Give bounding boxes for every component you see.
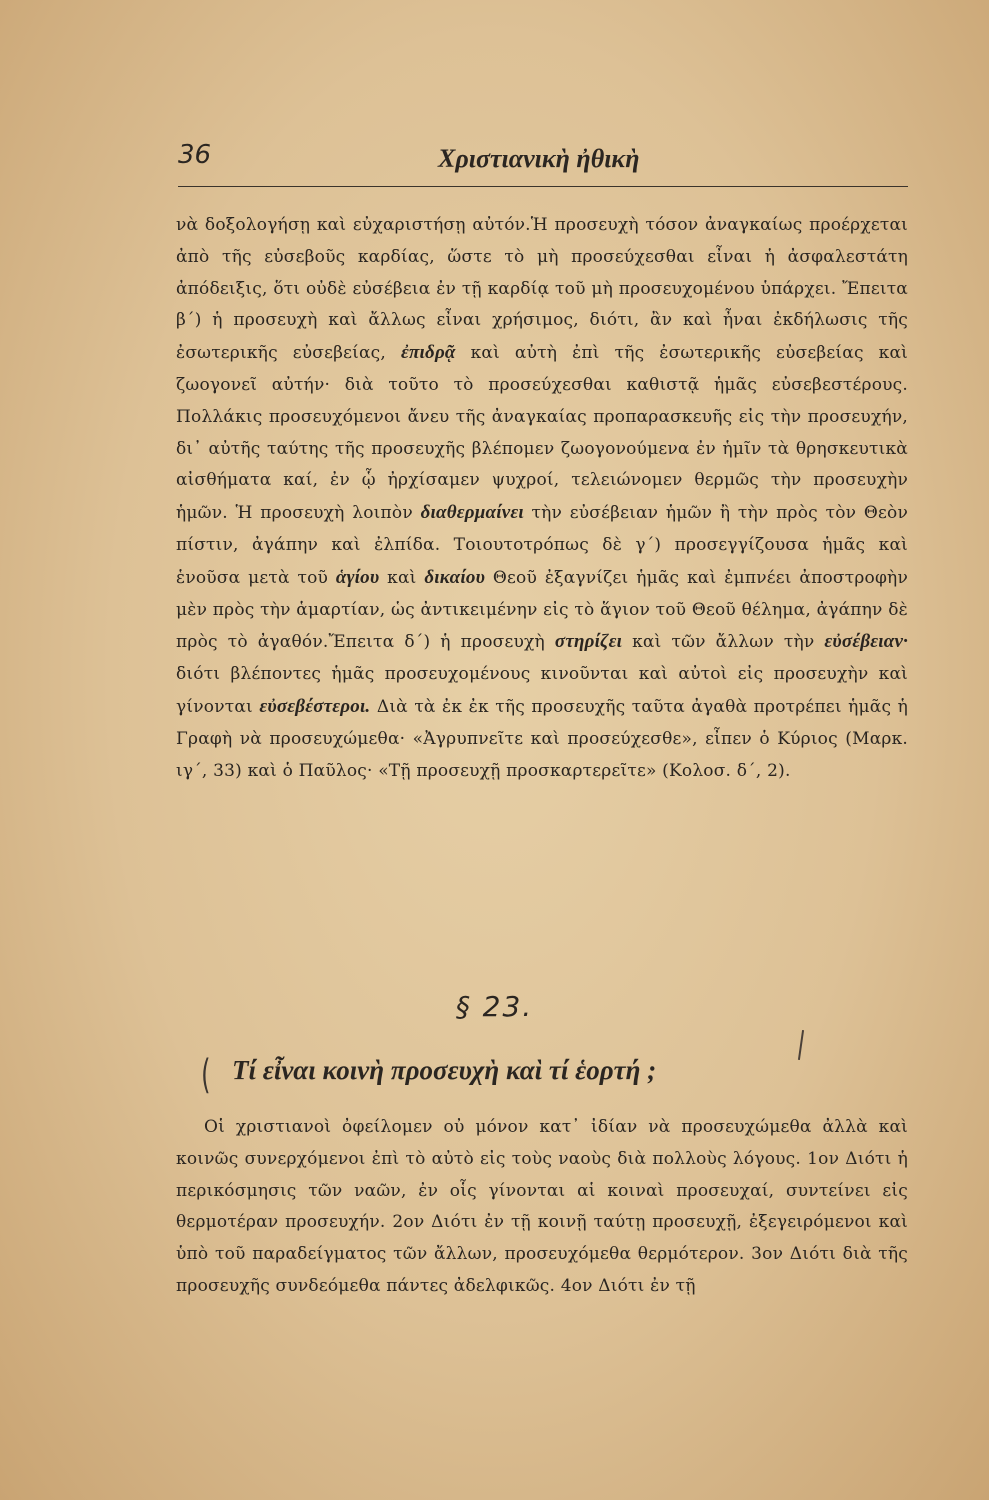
- text-run: Διὰ τὰ ἐκ ἐκ τῆς προσευχῆς ταῦτα ἀγαθὰ προτρέπει ἡμᾶς ἡ Γραφὴ νὰ προσευχώμεθα· «Ἀγρυπνεῖτε καὶ προσεύχεσθε», εἶπεν ὁ Κύριος (Μαρκ. ιγ΄, 33) καὶ ὁ Παῦλος· «Τῇ προσευχῇ προσκαρτερεῖτε» (Κολοσ. δ΄, 2).: [176, 696, 908, 781]
- section-heading: Τί εἶναι κοινὴ προσευχὴ καὶ τί ἑορτή ;: [232, 1055, 657, 1085]
- paragraph-prayer-benefits: [176, 210, 908, 787]
- emphasis-word: εὐσεβέστεροι.: [259, 695, 371, 717]
- page-header: [178, 140, 908, 180]
- text-run: διότι βλέποντες ἡμᾶς προσευχομένους κινοῦνται καὶ αὐτοὶ εἰς προσευχὴν καὶ γίνονται: [176, 664, 908, 717]
- emphasis-word: δικαίου: [424, 566, 486, 588]
- text-run: καὶ αὐτὴ ἐπὶ τῆς ἐσωτερικῆς εὐσεβείας καὶ ζωογονεῖ αὐτήν· διὰ τοῦτο τὸ προσεύχεσθαι καθιστᾷ ἡμᾶς εὐσεβεστέρους. Πολλάκις προσευχόμενοι ἄνευ τῆς ἀναγκαίας προπαρασκευῆς εἰς τὴν προσευχήν, δι᾿ αὐτῆς ταύτης τῆς προσευχῆς βλέπομεν ζωογονούμενα ἐν ἡμῖν τὰ θρησκευτικὰ αἰσθήματα καί, ἐν ᾧ ἠρχίσαμεν ψυχροί, τελειώνομεν θερμῶς τὴν προσευχὴν ἡμῶν. Ἡ προσευχὴ λοιπὸν: [176, 343, 908, 524]
- text-run: νὰ δοξολογήσῃ καὶ εὐχαριστήσῃ αὐτόν.Ἡ προσευχὴ τόσον ἀναγκαίως προέρχεται ἀπὸ τῆς εὐσεβοῦς καρδίας, ὥστε τὸ μὴ προσεύχεσθαι εἶναι ἡ ἀσφαλεστάτη ἀπόδειξις, ὅτι οὐδὲ εὐσέβεια ἐν τῇ καρδίᾳ τοῦ μὴ προσευχομένου ὑπάρχει. Ἔπειτα β΄) ἡ προσευχὴ καὶ ἄλλως εἶναι χρήσιμος, διότι, ἂν καὶ ἦναι ἐκδήλωσις τῆς ἐσωτερικῆς εὐσεβείας,: [176, 215, 908, 364]
- text-run: Θεοῦ ἐξαγνίζει ἡμᾶς καὶ ἐμπνέει ἀποστροφὴν μὲν πρὸς τὴν ἁμαρτίαν, ὡς ἀντικειμένην εἰς τὸ ἅγιον τοῦ Θεοῦ θέλημα, ἀγάπην δὲ πρὸς τὸ ἀγαθόν.Ἔπειτα δ΄) ἡ προσευχὴ: [176, 567, 908, 653]
- section-number: § 23.: [455, 990, 534, 1023]
- emphasis-word: εὐσέβειαν·: [824, 631, 909, 653]
- page-number: 36: [178, 140, 212, 170]
- text-run: καὶ: [387, 567, 417, 588]
- paragraph-body: Οἱ χριστιανοὶ ὀφείλομεν οὐ μόνον κατ᾿ ἰδίαν νὰ προσευχώμεθα ἀλλὰ καὶ κοινῶς συνερχόμενοι ἐπὶ τὸ αὐτὸ εἰς τοὺς ναοὺς διὰ πολλοὺς λόγους. 1ον Διότι ἡ περικόσμησις τῶν ναῶν, ἐν οἷς γίνονται αἱ κοιναὶ προσευχαί, συντείνει εἰς θερμοτέραν προσευχήν. 2ον Διότι ἐν τῇ κοινῇ ταύτῃ προσευχῇ, ἐξεγειρόμενοι καὶ ὑπὸ τοῦ παραδείγματος τῶν ἄλλων, προσευχόμεθα θερμότερον. 3ον Διότι διὰ τῆς προσευχῆς συνδεόμεθα πάντες ἀδελφικῶς. 4ον Διότι ἐν τῇ: [176, 1117, 908, 1296]
- paragraph-common-prayer: [176, 1112, 908, 1303]
- emphasis-word: ἐπιδρᾷ: [400, 342, 456, 364]
- pencil-bracket-mark: (: [201, 1052, 211, 1098]
- header-rule: [178, 186, 908, 187]
- text-run: τὴν εὐσέβειαν ἡμῶν ἢ τὴν πρὸς τὸν Θεὸν πίστιν, ἀγάπην καὶ ἐλπίδα. Τοιουτοτρόπως δὲ γ΄) προσεγγίζουσα ἡμᾶς καὶ ἑνοῦσα μετὰ τοῦ: [176, 503, 908, 588]
- text-run: καὶ τῶν ἄλλων τὴν: [632, 632, 815, 653]
- paragraph-body: [176, 210, 908, 787]
- emphasis-word: διαθερμαίνει: [420, 502, 524, 524]
- emphasis-word: ἁγίου: [335, 566, 380, 588]
- running-title: Χριστιανικὴ ἠθικὴ: [438, 144, 640, 173]
- emphasis-word: στηρίζει: [554, 631, 623, 653]
